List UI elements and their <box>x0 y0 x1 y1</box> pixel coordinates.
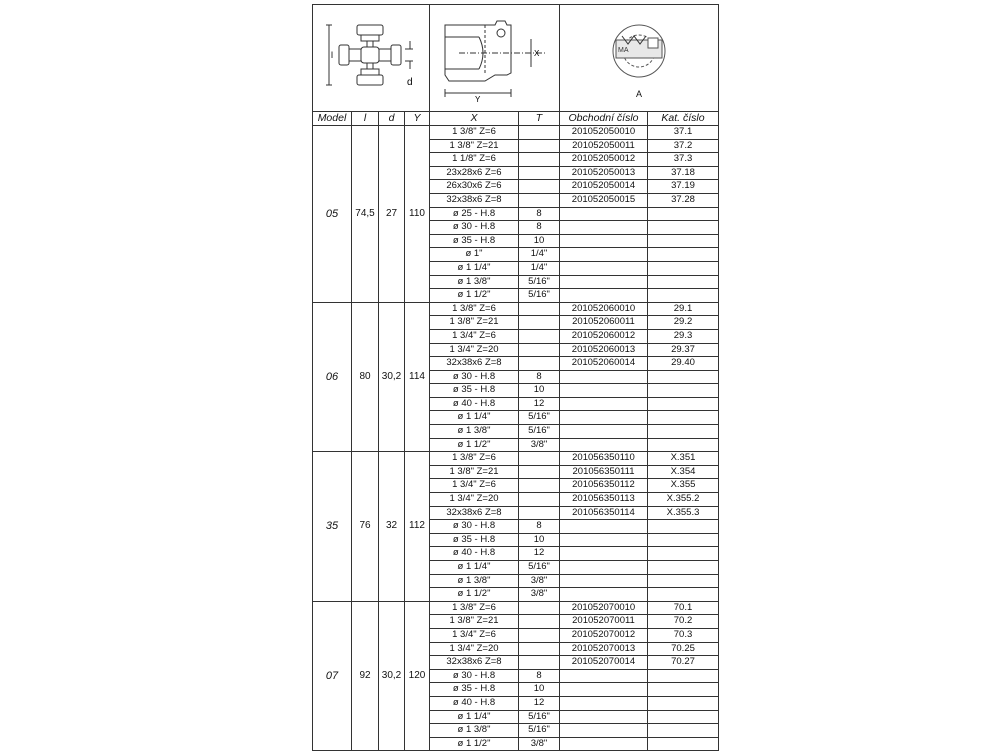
t-cell <box>519 180 560 194</box>
kat-cislo-cell <box>648 696 719 710</box>
spline-detail-drawing <box>604 16 674 86</box>
x-cell: ø 1 1/4" <box>430 561 519 575</box>
kat-cislo-cell: 37.2 <box>648 139 719 153</box>
y-cell: 120 <box>405 601 430 751</box>
x-cell: ø 1 3/8" <box>430 574 519 588</box>
obchodni-cislo-cell <box>560 370 648 384</box>
kat-cislo-cell: 70.1 <box>648 601 719 615</box>
obchodni-cislo-cell: 201056350114 <box>560 506 648 520</box>
x-cell: ø 40 - H.8 <box>430 696 519 710</box>
kat-cislo-cell <box>648 275 719 289</box>
obchodni-cislo-cell: 201052060012 <box>560 329 648 343</box>
t-cell <box>519 628 560 642</box>
spec-table <box>312 4 719 751</box>
kat-cislo-cell: 37.18 <box>648 166 719 180</box>
obchodni-cislo-cell <box>560 438 648 452</box>
table-row <box>313 126 719 140</box>
kat-cislo-cell <box>648 425 719 439</box>
x-cell: ø 35 - H.8 <box>430 384 519 398</box>
header-l: l <box>352 112 379 126</box>
t-cell <box>519 465 560 479</box>
obchodni-cislo-cell <box>560 289 648 303</box>
x-cell: 1 1/8" Z=6 <box>430 153 519 167</box>
obchodni-cislo-cell <box>560 275 648 289</box>
x-cell: 1 3/8" Z=21 <box>430 139 519 153</box>
t-cell <box>519 479 560 493</box>
kat-cislo-cell <box>648 221 719 235</box>
t-cell <box>519 329 560 343</box>
x-cell: ø 30 - H.8 <box>430 370 519 384</box>
obchodni-cislo-cell: 201052070011 <box>560 615 648 629</box>
obchodni-cislo-cell <box>560 710 648 724</box>
t-cell: 5/16" <box>519 425 560 439</box>
d-cell: 32 <box>379 452 405 602</box>
header-d: d <box>379 112 405 126</box>
kat-cislo-cell <box>648 533 719 547</box>
obchodni-cislo-cell <box>560 425 648 439</box>
obchodni-cislo-cell: 201052050010 <box>560 126 648 140</box>
obchodni-cislo-cell <box>560 561 648 575</box>
t-cell: 3/8" <box>519 737 560 751</box>
kat-cislo-cell <box>648 737 719 751</box>
t-cell <box>519 452 560 466</box>
obchodni-cislo-cell <box>560 234 648 248</box>
obchodni-cislo-cell: 201052050011 <box>560 139 648 153</box>
kat-cislo-cell <box>648 520 719 534</box>
d-cell: 27 <box>379 126 405 303</box>
kat-cislo-cell: X.355.2 <box>648 493 719 507</box>
x-cell: ø 30 - H.8 <box>430 669 519 683</box>
model-cell: 06 <box>313 302 352 452</box>
y-cell: 112 <box>405 452 430 602</box>
cross-label-l: l <box>331 50 333 60</box>
obchodni-cislo-cell <box>560 520 648 534</box>
kat-cislo-cell <box>648 588 719 602</box>
kat-cislo-cell <box>648 397 719 411</box>
t-cell <box>519 615 560 629</box>
x-cell: 32x38x6 Z=8 <box>430 357 519 371</box>
t-cell: 5/16" <box>519 411 560 425</box>
table-row <box>313 452 719 466</box>
model-cell: 07 <box>313 601 352 751</box>
obchodni-cislo-cell <box>560 574 648 588</box>
obchodni-cislo-cell <box>560 397 648 411</box>
t-cell <box>519 506 560 520</box>
x-cell: ø 1 1/2" <box>430 737 519 751</box>
kat-cislo-cell: X.355.3 <box>648 506 719 520</box>
kat-cislo-cell <box>648 561 719 575</box>
cross-drawing-cell <box>313 5 430 112</box>
t-cell: 1/4" <box>519 261 560 275</box>
kat-cislo-cell: 29.40 <box>648 357 719 371</box>
kat-cislo-cell: 29.37 <box>648 343 719 357</box>
x-cell: 1 3/8" Z=6 <box>430 302 519 316</box>
obchodni-cislo-cell: 201052060014 <box>560 357 648 371</box>
header-t: T <box>519 112 560 126</box>
drawings-row <box>313 5 719 112</box>
t-cell: 12 <box>519 696 560 710</box>
x-cell: 23x28x6 Z=6 <box>430 166 519 180</box>
yoke-label-x: X <box>533 49 539 58</box>
obchodni-cislo-cell <box>560 261 648 275</box>
obchodni-cislo-cell <box>560 207 648 221</box>
t-cell: 1/4" <box>519 248 560 262</box>
header-row <box>313 112 719 126</box>
kat-cislo-cell <box>648 384 719 398</box>
obchodni-cislo-cell: 201052060010 <box>560 302 648 316</box>
x-cell: 32x38x6 Z=8 <box>430 506 519 520</box>
t-cell <box>519 493 560 507</box>
x-cell: 26x30x6 Z=6 <box>430 180 519 194</box>
header-obchodni-cislo: Obchodní číslo <box>560 112 648 126</box>
t-cell <box>519 193 560 207</box>
t-cell: 10 <box>519 384 560 398</box>
kat-cislo-cell <box>648 438 719 452</box>
table-row <box>313 302 719 316</box>
t-cell <box>519 166 560 180</box>
t-cell: 10 <box>519 533 560 547</box>
t-cell <box>519 153 560 167</box>
kat-cislo-cell: 29.3 <box>648 329 719 343</box>
d-cell: 30,2 <box>379 601 405 751</box>
l-cell: 92 <box>352 601 379 751</box>
x-cell: ø 1 3/8" <box>430 275 519 289</box>
t-cell: 8 <box>519 370 560 384</box>
obchodni-cislo-cell: 201052050014 <box>560 180 648 194</box>
kat-cislo-cell <box>648 248 719 262</box>
x-cell: ø 25 - H.8 <box>430 207 519 221</box>
kat-cislo-cell: 29.2 <box>648 316 719 330</box>
model-cell: 35 <box>313 452 352 602</box>
t-cell <box>519 343 560 357</box>
x-cell: 32x38x6 Z=8 <box>430 656 519 670</box>
x-cell: ø 1" <box>430 248 519 262</box>
kat-cislo-cell <box>648 411 719 425</box>
x-cell: 1 3/8" Z=6 <box>430 126 519 140</box>
obchodni-cislo-cell: 201056350113 <box>560 493 648 507</box>
t-cell <box>519 139 560 153</box>
t-cell: 10 <box>519 683 560 697</box>
cross-label-d: d <box>407 77 413 88</box>
obchodni-cislo-cell: 201052060013 <box>560 343 648 357</box>
x-cell: ø 40 - H.8 <box>430 397 519 411</box>
model-cell: 05 <box>313 126 352 303</box>
kat-cislo-cell: 70.25 <box>648 642 719 656</box>
kat-cislo-cell: X.354 <box>648 465 719 479</box>
x-cell: 32x38x6 Z=8 <box>430 193 519 207</box>
header-x: X <box>430 112 519 126</box>
obchodni-cislo-cell: 201052070014 <box>560 656 648 670</box>
d-cell: 30,2 <box>379 302 405 452</box>
x-cell: ø 1 1/2" <box>430 588 519 602</box>
obchodni-cislo-cell: 201052050013 <box>560 166 648 180</box>
kat-cislo-cell <box>648 669 719 683</box>
detail-label-a: A <box>635 88 642 99</box>
t-cell: 5/16" <box>519 710 560 724</box>
kat-cislo-cell <box>648 289 719 303</box>
kat-cislo-cell <box>648 574 719 588</box>
kat-cislo-cell <box>648 710 719 724</box>
yoke-drawing <box>435 13 555 103</box>
kat-cislo-cell <box>648 207 719 221</box>
detail-drawing-cell <box>560 5 719 112</box>
kat-cislo-cell: 70.27 <box>648 656 719 670</box>
x-cell: ø 1 1/2" <box>430 438 519 452</box>
obchodni-cislo-cell: 201052070010 <box>560 601 648 615</box>
x-cell: 1 3/8" Z=21 <box>430 316 519 330</box>
t-cell: 8 <box>519 221 560 235</box>
t-cell <box>519 601 560 615</box>
t-cell <box>519 357 560 371</box>
obchodni-cislo-cell <box>560 248 648 262</box>
kat-cislo-cell <box>648 370 719 384</box>
x-cell: ø 1 3/8" <box>430 425 519 439</box>
kat-cislo-cell: 29.1 <box>648 302 719 316</box>
x-cell: 1 3/8" Z=6 <box>430 601 519 615</box>
kat-cislo-cell: 37.28 <box>648 193 719 207</box>
x-cell: ø 1 3/8" <box>430 724 519 738</box>
obchodni-cislo-cell: 201052050012 <box>560 153 648 167</box>
x-cell: ø 40 - H.8 <box>430 547 519 561</box>
x-cell: ø 35 - H.8 <box>430 234 519 248</box>
table-row <box>313 601 719 615</box>
kat-cislo-cell: 37.3 <box>648 153 719 167</box>
l-cell: 74,5 <box>352 126 379 303</box>
t-cell: 8 <box>519 669 560 683</box>
x-cell: 1 3/4" Z=6 <box>430 479 519 493</box>
kat-cislo-cell <box>648 234 719 248</box>
yoke-label-y: Y <box>474 95 480 103</box>
universal-joint-cross-drawing <box>321 13 421 103</box>
obchodni-cislo-cell <box>560 221 648 235</box>
x-cell: 1 3/8" Z=6 <box>430 452 519 466</box>
obchodni-cislo-cell: 201052050015 <box>560 193 648 207</box>
obchodni-cislo-cell: 201052060011 <box>560 316 648 330</box>
obchodni-cislo-cell <box>560 384 648 398</box>
t-cell: 5/16" <box>519 561 560 575</box>
t-cell <box>519 656 560 670</box>
kat-cislo-cell: 37.19 <box>648 180 719 194</box>
x-cell: ø 30 - H.8 <box>430 520 519 534</box>
x-cell: ø 30 - H.8 <box>430 221 519 235</box>
x-cell: 1 3/8" Z=21 <box>430 465 519 479</box>
header-y: Y <box>405 112 430 126</box>
kat-cislo-cell: X.351 <box>648 452 719 466</box>
t-cell: 3/8" <box>519 574 560 588</box>
x-cell: ø 1 1/4" <box>430 710 519 724</box>
obchodni-cislo-cell <box>560 588 648 602</box>
x-cell: 1 3/8" Z=21 <box>430 615 519 629</box>
kat-cislo-cell <box>648 261 719 275</box>
x-cell: 1 3/4" Z=6 <box>430 628 519 642</box>
obchodni-cislo-cell <box>560 411 648 425</box>
t-cell: 8 <box>519 207 560 221</box>
kat-cislo-cell <box>648 683 719 697</box>
kat-cislo-cell: 37.1 <box>648 126 719 140</box>
t-cell: 3/8" <box>519 588 560 602</box>
x-cell: ø 1 1/2" <box>430 289 519 303</box>
t-cell: 5/16" <box>519 724 560 738</box>
x-cell: ø 1 1/4" <box>430 411 519 425</box>
obchodni-cislo-cell: 201056350111 <box>560 465 648 479</box>
l-cell: 76 <box>352 452 379 602</box>
t-cell: 5/16" <box>519 289 560 303</box>
obchodni-cislo-cell: 201052070012 <box>560 628 648 642</box>
header-model: Model <box>313 112 352 126</box>
y-cell: 110 <box>405 126 430 303</box>
t-cell <box>519 126 560 140</box>
yoke-drawing-cell <box>430 5 560 112</box>
obchodni-cislo-cell <box>560 737 648 751</box>
kat-cislo-cell: 70.3 <box>648 628 719 642</box>
x-cell: 1 3/4" Z=6 <box>430 329 519 343</box>
t-cell: 3/8" <box>519 438 560 452</box>
x-cell: ø 35 - H.8 <box>430 683 519 697</box>
x-cell: 1 3/4" Z=20 <box>430 343 519 357</box>
x-cell: ø 35 - H.8 <box>430 533 519 547</box>
obchodni-cislo-cell <box>560 683 648 697</box>
obchodni-cislo-cell: 201052070013 <box>560 642 648 656</box>
t-cell: 5/16" <box>519 275 560 289</box>
t-cell <box>519 302 560 316</box>
obchodni-cislo-cell: 201056350110 <box>560 452 648 466</box>
x-cell: ø 1 1/4" <box>430 261 519 275</box>
t-cell: 12 <box>519 397 560 411</box>
x-cell: 1 3/4" Z=20 <box>430 493 519 507</box>
obchodni-cislo-cell <box>560 724 648 738</box>
obchodni-cislo-cell: 201056350112 <box>560 479 648 493</box>
obchodni-cislo-cell <box>560 696 648 710</box>
x-cell: 1 3/4" Z=20 <box>430 642 519 656</box>
y-cell: 114 <box>405 302 430 452</box>
header-kat-cislo: Kat. číslo <box>648 112 719 126</box>
kat-cislo-cell: 70.2 <box>648 615 719 629</box>
kat-cislo-cell <box>648 547 719 561</box>
obchodni-cislo-cell <box>560 547 648 561</box>
kat-cislo-cell: X.355 <box>648 479 719 493</box>
t-cell: 8 <box>519 520 560 534</box>
svg-text:MA: MA <box>618 46 629 54</box>
product-spec-sheet <box>312 4 718 751</box>
t-cell <box>519 316 560 330</box>
l-cell: 80 <box>352 302 379 452</box>
obchodni-cislo-cell <box>560 669 648 683</box>
t-cell: 12 <box>519 547 560 561</box>
kat-cislo-cell <box>648 724 719 738</box>
obchodni-cislo-cell <box>560 533 648 547</box>
t-cell <box>519 642 560 656</box>
t-cell: 10 <box>519 234 560 248</box>
